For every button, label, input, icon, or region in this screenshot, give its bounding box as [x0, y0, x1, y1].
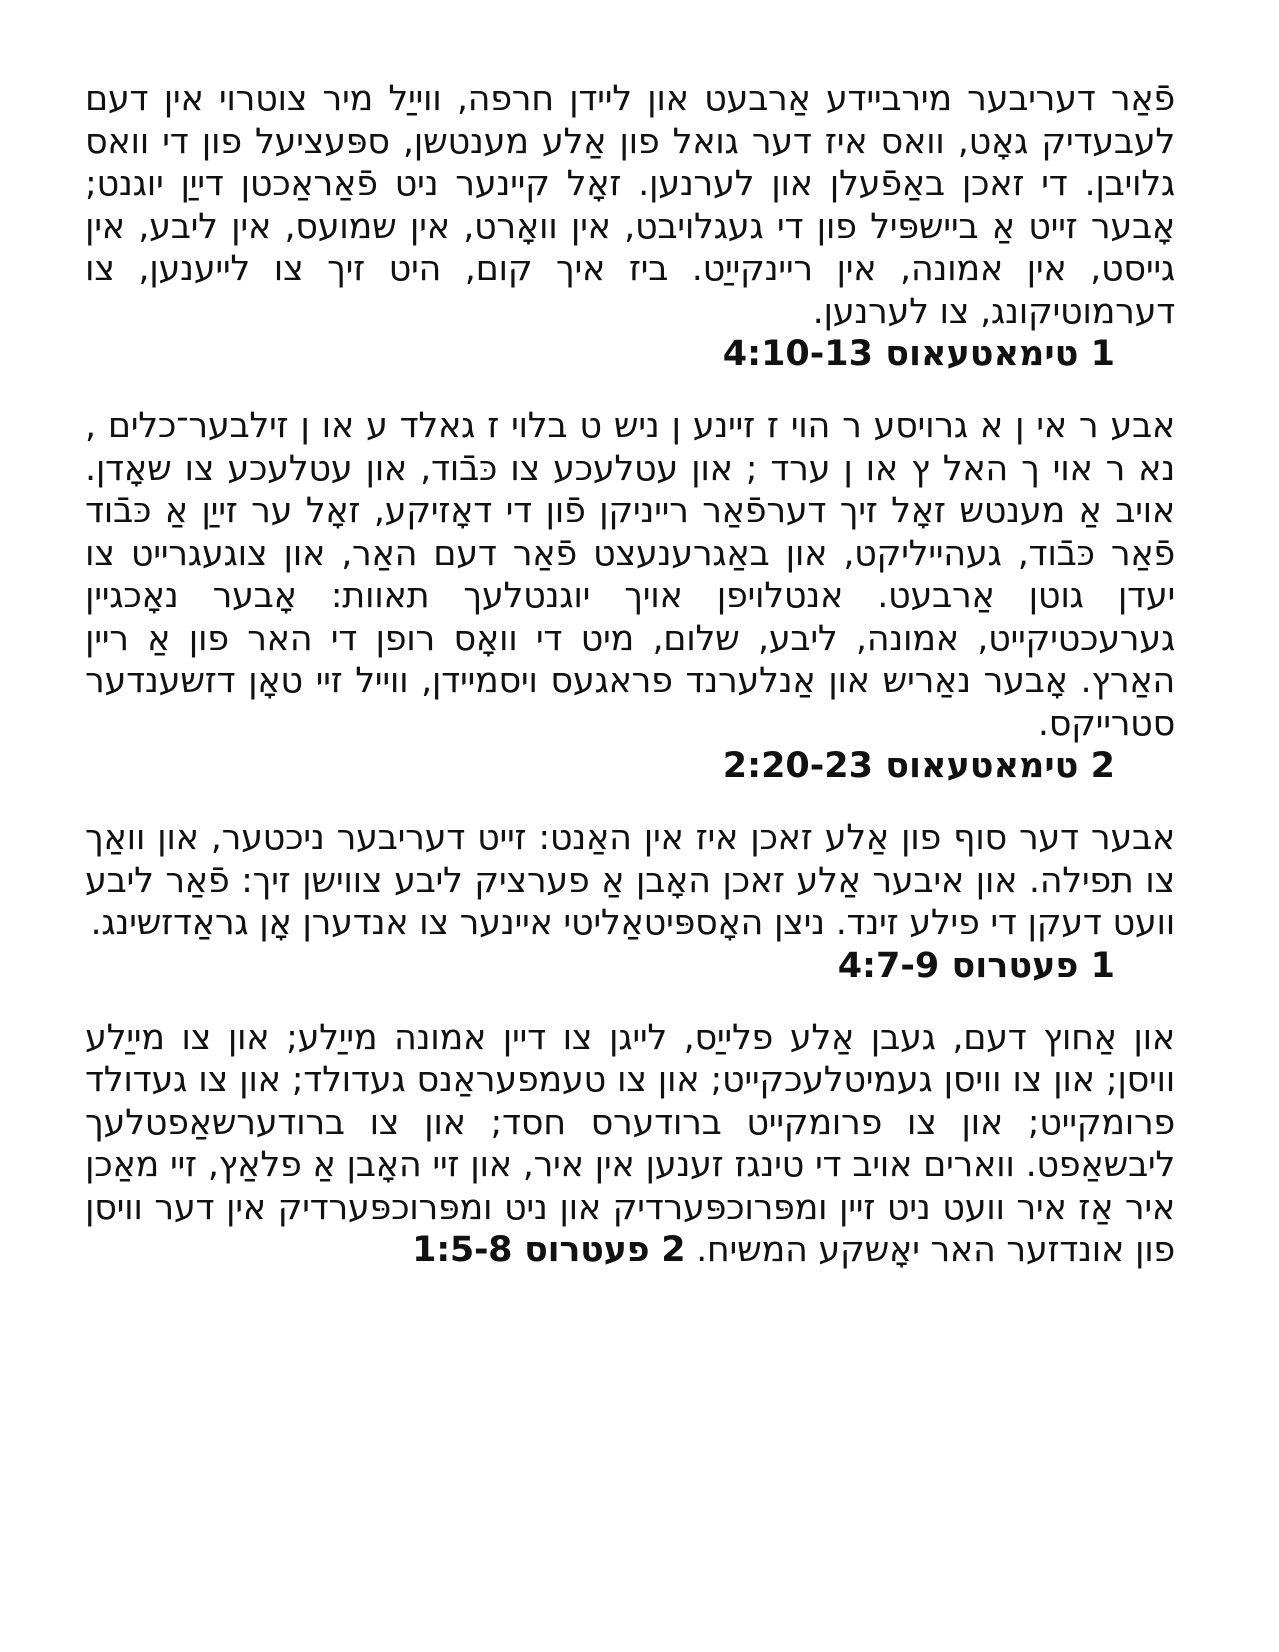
passage-text: אבער דער סוף פון אַלע זאכן איז אין האַנט: זייט דעריבער ניכטער, און וואַך צו תפילה. און איבער אַלע זאכן האָבן אַ פערציק ליבע צווישן זיך: פֿאַר ליבע וועט דעקן די פילע זינד. ניצן האָספּיטאַליטי איינער צו אנדערן אָן גראַדזשינג. — [85, 818, 1175, 943]
passage-3 — [85, 817, 1175, 987]
passage-text: און אַחוץ דעם, געבן אַלע פלייַס, לייגן צו דיין אמונה מייַלע; און צו מייַלע וויסן; און צו וויסן געמיטלעכקייט; און צו טעמפעראַנס געדולד; און צו געדולד פרומקייט; און צו פרומקייט ברודערס חסד; און צו ברודערשאַפטלעך ליבשאַפט. ווארים אויב די טינגז זענען אין איר, און זיי האָבן אַ פלאַץ, זיי מאַכן איר אַז איר וועט ניט זיין ומפּרוכפּערדיק און ניט ומפּרוכפּערדיק אין דער וויסן פון אונדזער האר יאָשקע המשיח. — [85, 1017, 1175, 1270]
scripture-reference: 2 טימאטעאוס 2:20-23 — [722, 746, 1115, 786]
passage-2 — [85, 405, 1175, 787]
document-page — [85, 78, 1175, 1302]
passage-text: אבע ר אי ן א גרויסע ר הוי ז זיינע ן ניש ט בלוי ז גאלד ע או ן זילבער־כלים , נא ר אוי ך האל ץ או ן ערד ; און עטלעכע צו כּבֿוד, און עטלעכע צו שאָדן. אויב אַ מענטש זאָל זיך דערפֿאַר רייניקן פֿון די דאָזיקע, זאָל ער זייַן אַ כּבֿוד פֿאַר כּבֿוד, געהייליקט, און באַגרענעצט פֿאַר דעם האַר, און צוגעגרייט צו יעדן גוטן אַרבעט. אנטלויפן אויך יוגנטלעך תאוות: אָבער נאָכגיין גערעכטיקייט, אמונה, ליבע, שלום, מיט די וואָס רופן די האר פון אַ ריין האַרץ. אָבער נאַריש און אַנלערנד פראגעס ויסמיידן, ווייל זיי טאָן דזשענדער סטרייקס. — [85, 406, 1175, 744]
passage-1 — [85, 78, 1175, 375]
scripture-reference: 1 פעטרוס 4:7-9 — [837, 945, 1115, 986]
scripture-reference: 1 טימאטעאוס 4:10-13 — [722, 334, 1115, 374]
passage-text-with-reference — [85, 1017, 1175, 1272]
scripture-reference: 2 פעטרוס 1:5-8 — [412, 1230, 686, 1270]
passage-text: פֿאַר דעריבער מירביידע אַרבעט און ליידן חרפה, ווייַל מיר צוטרוי אין דעם לעבעדיק גאָט, וואס איז דער גואל פון אַלע מענטשן, ספּעציעל פון די וואס גלויבן. די זאכן באַפֿעלן און לערנען. זאָל קיינער ניט פֿאַראַכטן דייַן יוגנט; אָבער זייט אַ ביישפּיל פון די געגלויבט, אין וואָרט, אין שמועס, אין ליבע, אין גייסט, אין אמונה, אין ריינקייַט. ביז איך קום, היט זיך צו לייענען, צו דערמוטיקונג, צו לערנען. — [85, 79, 1175, 332]
passage-4 — [85, 1017, 1175, 1272]
